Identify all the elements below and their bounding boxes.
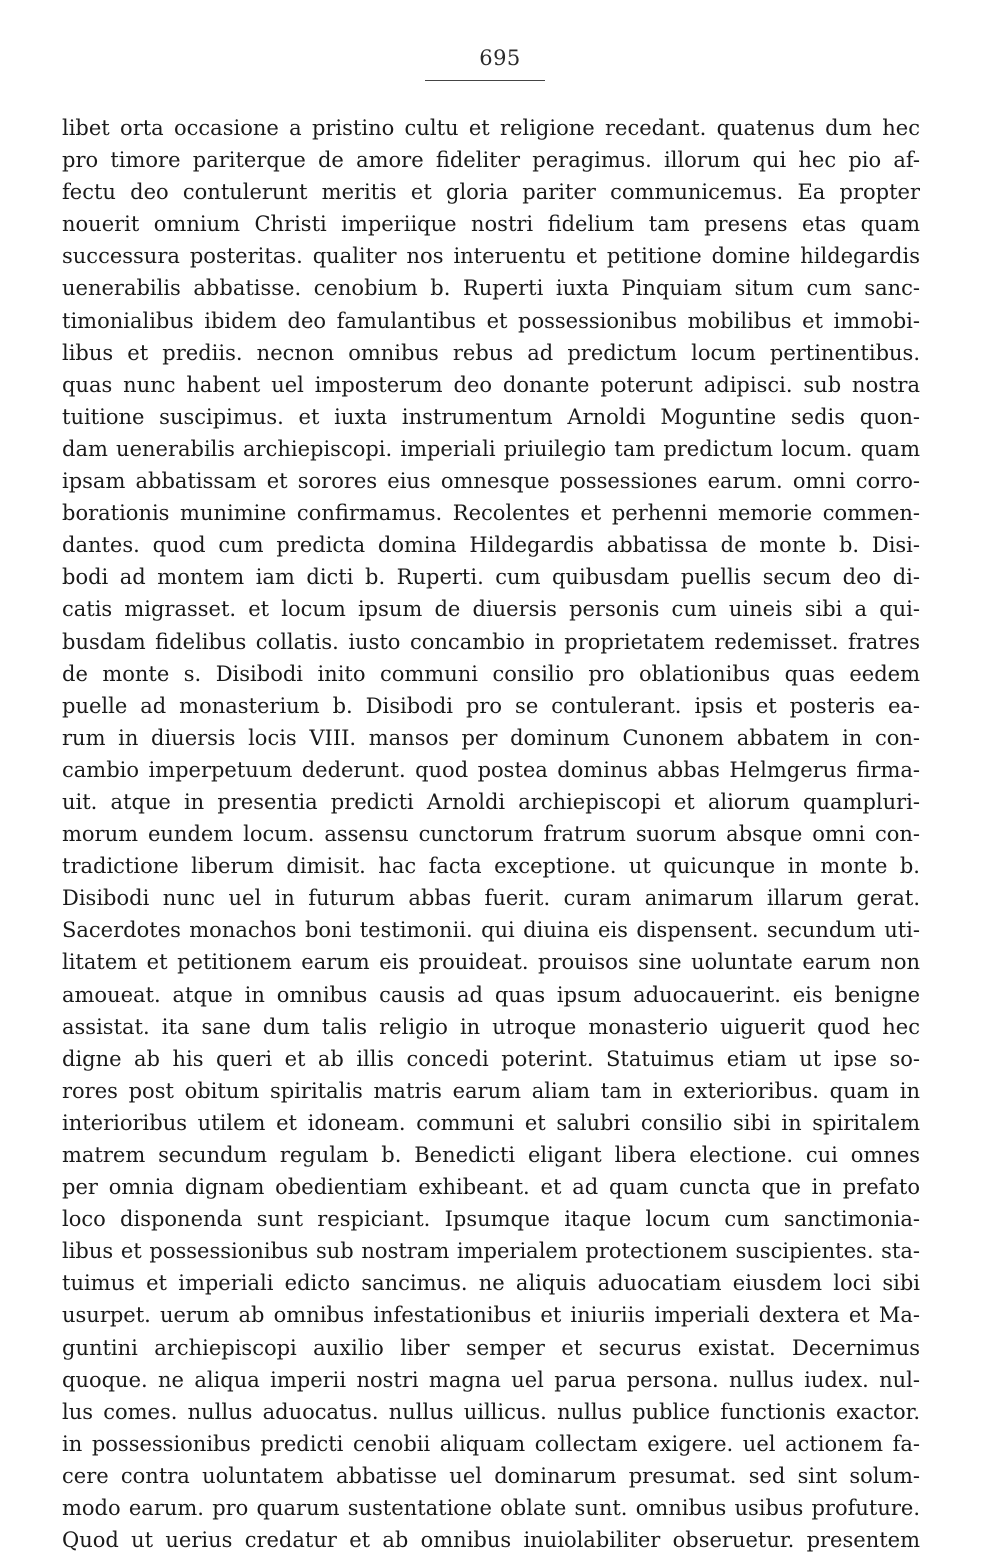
text-line: ipsam abbatissam et sorores eius omnesque possessiones earum. omni corro- [62, 469, 920, 494]
text-line: quas nunc habent uel imposterum deo donante poterunt adipisci. sub nostra [62, 372, 920, 397]
text-line: libus et prediis. necnon omnibus rebus ad predictum locum pertinentibus. [62, 340, 920, 365]
text-line: puelle ad monasterium b. Disibodi pro se contulerant. ipsis et posteris ea- [62, 693, 920, 718]
text-line: quoque. ne aliqua imperii nostri magna uel parua persona. nullus iudex. nul- [62, 1367, 920, 1392]
text-line: busdam fidelibus collatis. iusto concambio in proprietatem redemisset. fratres [62, 629, 920, 654]
text-line: tuitione suscipimus. et iuxta instrumentum Arnoldi Moguntine sedis quon- [62, 404, 920, 429]
text-line: Disibodi nunc uel in futurum abbas fuerit. curam animarum illarum gerat. [62, 886, 920, 911]
text-line: rores post obitum spiritalis matris earum aliam tam in exterioribus. quam in [62, 1078, 920, 1103]
text-line: digne ab his queri et ab illis concedi poterint. Statuimus etiam ut ipse so- [62, 1046, 920, 1071]
text-line: rum in diuersis locis VIII. mansos per dominum Cunonem abbatem in con- [62, 725, 920, 750]
header-rule [425, 80, 545, 81]
text-line: uit. atque in presentia predicti Arnoldi archiepiscopi et aliorum quampluri- [62, 789, 920, 814]
text-line: fectu deo contulerunt meritis et gloria pariter communicemus. Ea propter [62, 180, 920, 205]
text-line: usurpet. uerum ab omnibus infestationibus et iniuriis imperiali dextera et Ma- [62, 1303, 920, 1328]
text-line: uenerabilis abbatisse. cenobium b. Ruperti iuxta Pinquiam situm cum sanc- [62, 276, 920, 301]
text-line: nouerit omnium Christi imperiique nostri fidelium tam presens etas quam [62, 212, 920, 237]
text-line: modo earum. pro quarum sustentatione oblate sunt. omnibus usibus profuture. [62, 1496, 920, 1521]
text-line: interioribus utilem et idoneam. communi et salubri consilio sibi in spiritalem [62, 1110, 920, 1135]
text-line: pro timore pariterque de amore fideliter peragimus. illorum qui hec pio af- [62, 148, 920, 173]
body-text [62, 112, 920, 1556]
text-line: catis migrasset. et locum ipsum de diuersis personis cum uineis sibi a qui- [62, 597, 920, 622]
text-line: libet orta occasione a pristino cultu et religione recedant. quatenus dum hec [62, 116, 920, 140]
text-line: cere contra uoluntatem abbatisse uel dominarum presumat. sed sint solum- [62, 1463, 920, 1488]
text-line: tradictione liberum dimisit. hac facta exceptione. ut quicunque in monte b. [62, 854, 920, 879]
text-line: bodi ad montem iam dicti b. Ruperti. cum quibusdam puellis secum deo di- [62, 565, 920, 590]
text-line: in possessionibus predicti cenobii aliquam collectam exigere. uel actionem fa- [62, 1431, 920, 1456]
text-line: amoueat. atque in omnibus causis ad quas ipsum aduocauerint. eis benigne [62, 982, 920, 1007]
text-line: timonialibus ibidem deo famulantibus et possessionibus mobilibus et immobi- [62, 308, 920, 333]
page-number: 695 [479, 46, 521, 70]
text-line: assistat. ita sane dum talis religio in utroque monasterio uiguerit quod hec [62, 1014, 920, 1039]
text-line: per omnia dignam obedientiam exhibeant. et ad quam cuncta que in prefato [62, 1175, 920, 1200]
text-line: dantes. quod cum predicta domina Hildegardis abbatissa de monte b. Disi- [62, 533, 920, 558]
text-line: borationis munimine confirmamus. Recolentes et perhenni memorie commen- [62, 501, 920, 526]
text-line: cambio imperpetuum dederunt. quod postea dominus abbas Helmgerus firma- [62, 757, 920, 782]
text-line: tuimus et imperiali edicto sancimus. ne aliquis aduocatiam eiusdem loci sibi [62, 1271, 920, 1296]
text-line: litatem et petitionem earum eis prouideat. prouisos sine uoluntate earum non [62, 950, 920, 975]
text-line: successura posteritas. qualiter nos interuentu et petitione domine hildegardis [62, 244, 920, 269]
text-line: lus comes. nullus aduocatus. nullus uillicus. nullus publice functionis exactor. [62, 1399, 920, 1424]
text-line: libus et possessionibus sub nostram imperialem protectionem suscipientes. sta- [62, 1239, 920, 1264]
text-line: dam uenerabilis archiepiscopi. imperiali priuilegio tam predictum locum. quam [62, 436, 920, 461]
text-line: de monte s. Disibodi inito communi consilio pro oblationibus quas eedem [62, 661, 920, 686]
text-line: loco disponenda sunt respiciant. Ipsumque itaque locum cum sanctimonia- [62, 1207, 920, 1232]
text-line: guntini archiepiscopi auxilio liber semper et securus existat. Decernimus [62, 1335, 920, 1360]
text-line: matrem secundum regulam b. Benedicti eligant libera electione. cui omnes [62, 1143, 920, 1167]
text-line: Sacerdotes monachos boni testimonii. qui diuina eis dispensent. secundum uti- [62, 918, 920, 943]
text-line: morum eundem locum. assensu cunctorum fratrum suorum absque omni con- [62, 822, 920, 847]
text-line: Quod ut uerius credatur et ab omnibus inuiolabiliter obseruetur. presentem [62, 1528, 920, 1553]
